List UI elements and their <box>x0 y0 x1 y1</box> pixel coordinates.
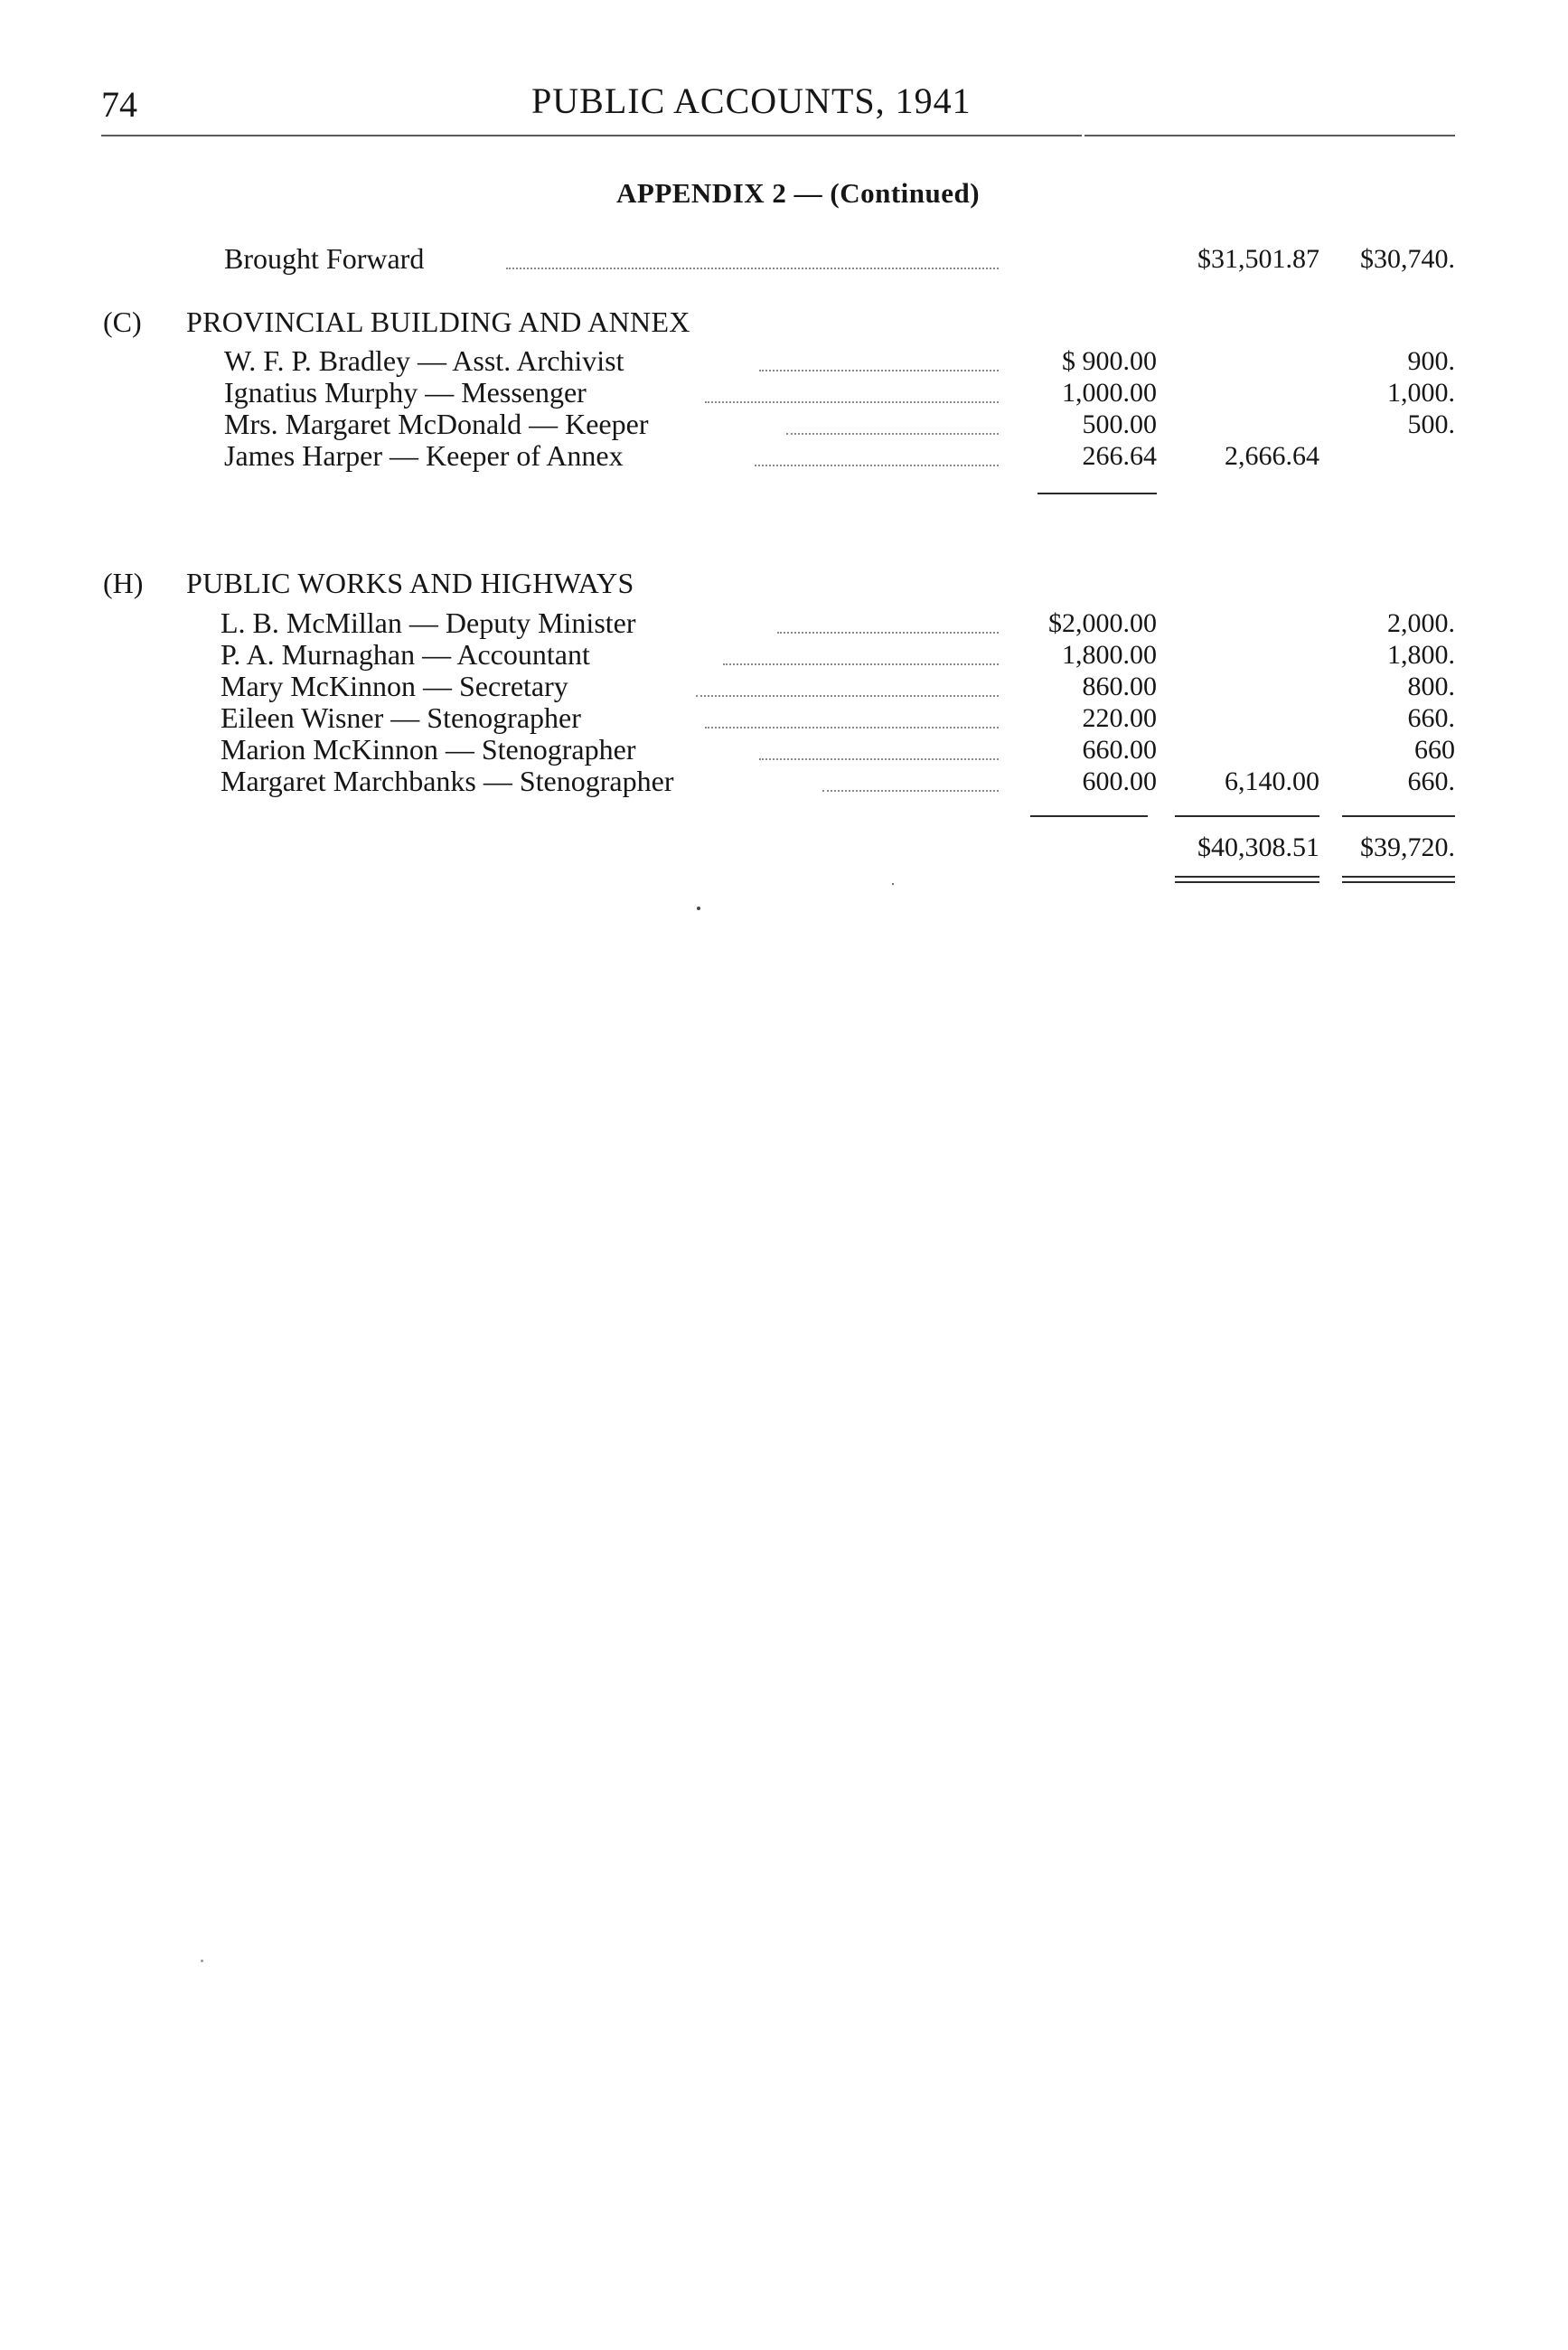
page-number: 74 <box>101 84 137 125</box>
dot-leader <box>759 370 999 371</box>
section-h-row-col3: 1,800. <box>1387 640 1455 670</box>
section-c-label: (C) <box>103 306 142 338</box>
dot-leader <box>696 695 999 697</box>
subtotal-rule <box>1038 493 1157 494</box>
section-c-row-name: W. F. P. Bradley — Asst. Archivist <box>224 344 624 377</box>
grand-total-double-rule-col3 <box>1342 881 1455 883</box>
section-c-row-col1: 1,000.00 <box>1062 378 1157 408</box>
section-h-row-col3: 2,000. <box>1387 608 1455 638</box>
section-h-row-name: L. B. McMillan — Deputy Minister <box>221 606 636 639</box>
section-c-row-name: Ignatius Murphy — Messenger <box>224 376 587 409</box>
total-rule-col3 <box>1342 815 1455 817</box>
section-h-row-name: Marion McKinnon — Stenographer <box>221 733 636 766</box>
section-c-row-col2: 2,666.64 <box>1225 441 1319 471</box>
section-c-row-col1: 266.64 <box>1082 441 1157 471</box>
appendix-title: APPENDIX 2 — (Continued) <box>616 177 981 209</box>
dot-leader <box>786 433 999 435</box>
dot-leader <box>723 663 999 665</box>
section-h-row-col2: 6,140.00 <box>1225 766 1319 796</box>
dot-leader <box>759 758 999 760</box>
grand-total-col3: $39,720. <box>1360 832 1455 862</box>
scan-speck <box>201 1960 203 1962</box>
section-h-row-name: Margaret Marchbanks — Stenographer <box>221 765 674 797</box>
scan-speck <box>697 907 700 910</box>
section-h-row-col3: 800. <box>1407 672 1455 701</box>
brought-forward-col2: $31,501.87 <box>1197 244 1319 274</box>
section-c-row-col1: $ 900.00 <box>1062 346 1157 376</box>
section-c-row-name: James Harper — Keeper of Annex <box>224 439 624 472</box>
grand-total-rule-col2 <box>1175 876 1319 878</box>
section-h-row-col1: 1,800.00 <box>1062 640 1157 670</box>
subtotal-rule <box>1030 815 1148 817</box>
dot-leader <box>822 790 999 792</box>
dot-leader <box>705 727 999 728</box>
header-rule-right <box>1084 135 1455 136</box>
section-c-row-col3: 500. <box>1407 409 1455 439</box>
dot-leader <box>755 465 999 466</box>
section-h-row-name: Eileen Wisner — Stenographer <box>221 701 581 734</box>
section-h-row-col1: $2,000.00 <box>1048 608 1157 638</box>
total-rule-col2 <box>1175 815 1319 817</box>
grand-total-double-rule-col2 <box>1175 881 1319 883</box>
section-h-row-col1: 220.00 <box>1082 703 1157 733</box>
section-c-row-col1: 500.00 <box>1082 409 1157 439</box>
section-h-row-col3: 660. <box>1407 703 1455 733</box>
grand-total-rule-col3 <box>1342 876 1455 878</box>
section-h-row-col1: 600.00 <box>1082 766 1157 796</box>
section-c-heading: PROVINCIAL BUILDING AND ANNEX <box>186 306 690 338</box>
brought-forward-col3: $30,740. <box>1360 244 1455 274</box>
section-c-row-col3: 1,000. <box>1387 378 1455 408</box>
section-h-row-col3: 660 <box>1414 735 1455 765</box>
section-h-label: (H) <box>103 567 144 599</box>
page-title: PUBLIC ACCOUNTS, 1941 <box>531 80 972 121</box>
section-h-row-name: Mary McKinnon — Secretary <box>221 670 568 702</box>
grand-total-col2: $40,308.51 <box>1197 832 1319 862</box>
dot-leader <box>506 268 999 269</box>
section-h-row-name: P. A. Murnaghan — Accountant <box>221 638 590 671</box>
header-rule <box>101 135 1082 136</box>
section-h-row-col1: 860.00 <box>1082 672 1157 701</box>
section-h-row-col3: 660. <box>1407 766 1455 796</box>
section-h-row-col1: 660.00 <box>1082 735 1157 765</box>
brought-forward-label: Brought Forward <box>224 242 425 275</box>
section-h-heading: PUBLIC WORKS AND HIGHWAYS <box>186 567 634 599</box>
section-c-row-col3: 900. <box>1407 346 1455 376</box>
scan-speck <box>892 883 894 885</box>
dot-leader <box>705 401 999 403</box>
section-c-row-name: Mrs. Margaret McDonald — Keeper <box>224 408 649 440</box>
dot-leader <box>777 632 999 634</box>
